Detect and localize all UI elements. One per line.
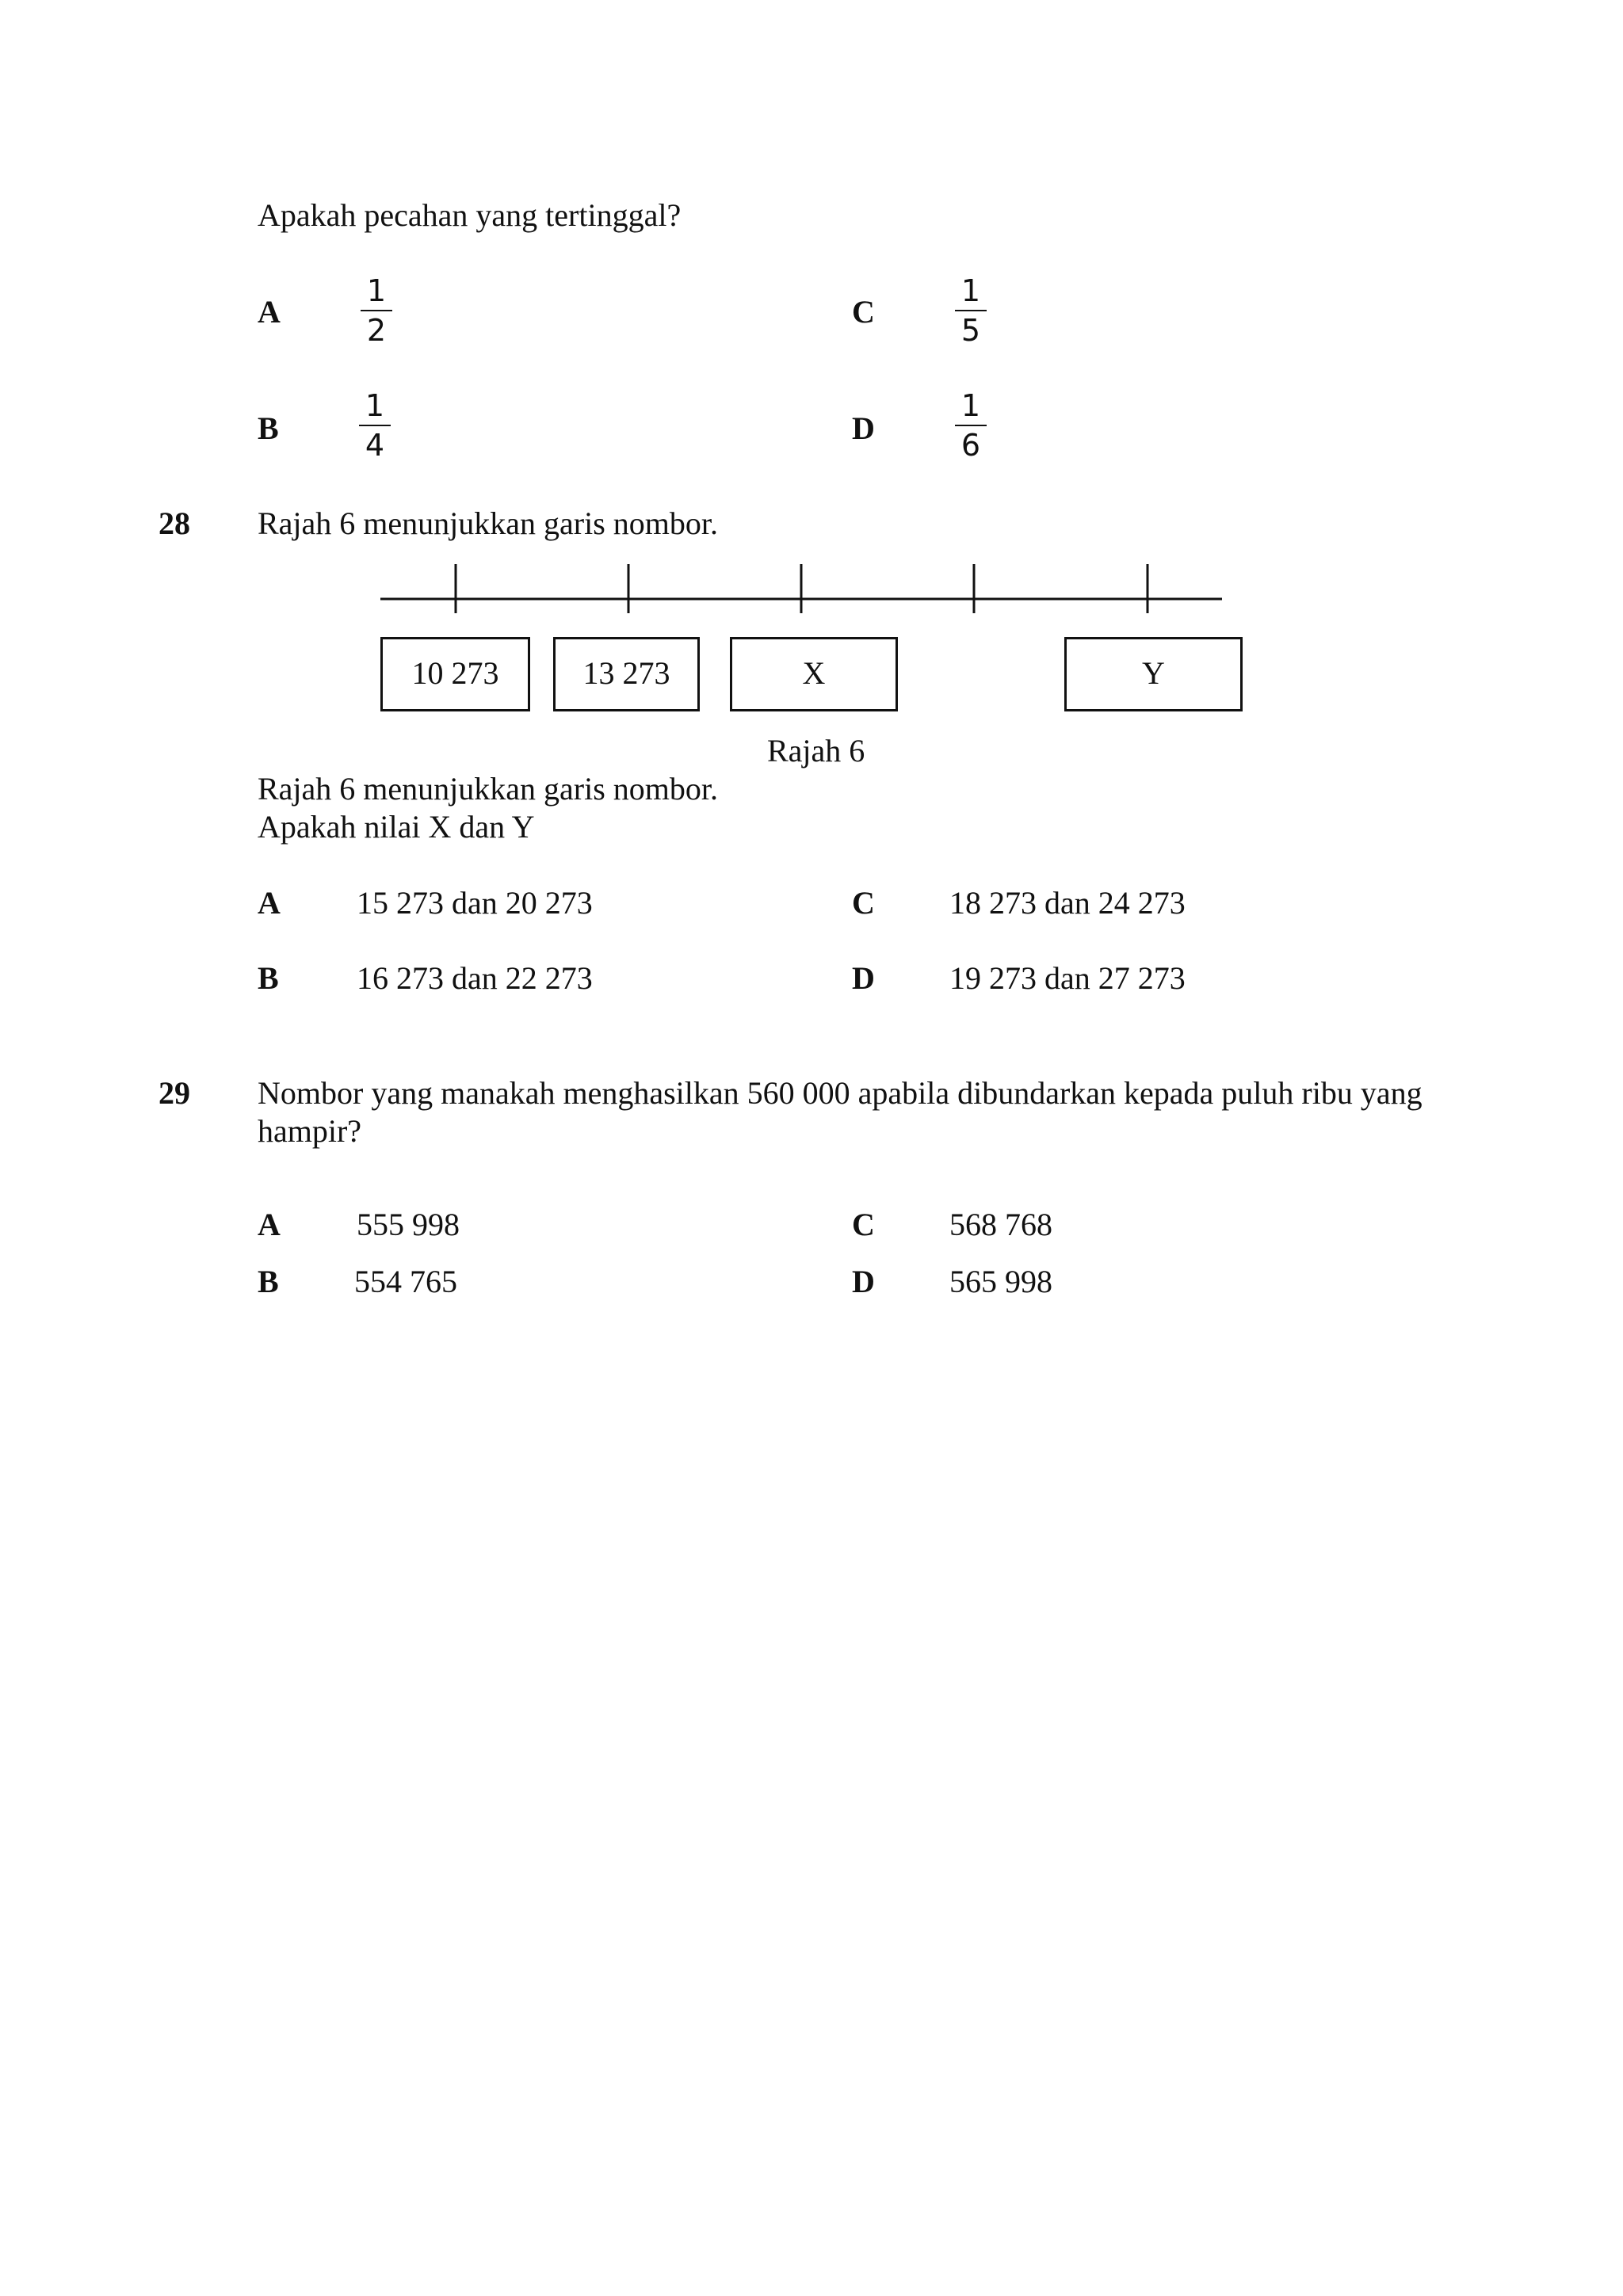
q27-option-c-letter: C bbox=[852, 294, 875, 330]
q29-question-line2: hampir? bbox=[258, 1113, 362, 1149]
fraction-denominator: 5 bbox=[960, 313, 981, 348]
q29-option-a-letter: A bbox=[258, 1207, 281, 1242]
q28-option-a-text: 15 273 dan 20 273 bbox=[357, 885, 593, 921]
q28-option-b-text: 16 273 dan 22 273 bbox=[357, 960, 593, 996]
figure-caption: Rajah 6 bbox=[767, 733, 865, 769]
fraction-numerator: 1 bbox=[960, 273, 981, 308]
q28-option-d-letter: D bbox=[852, 960, 875, 996]
q28-intro: Rajah 6 menunjukkan garis nombor. bbox=[258, 505, 719, 541]
q27-option-b-letter: B bbox=[258, 410, 279, 446]
fraction-numerator: 1 bbox=[960, 388, 981, 423]
fraction-denominator: 6 bbox=[960, 428, 981, 463]
q28-option-a-letter: A bbox=[258, 885, 281, 921]
q29-option-c-text: 568 768 bbox=[949, 1207, 1052, 1242]
number-line-box-y: Y bbox=[1064, 637, 1243, 711]
q28-question: Apakah nilai X dan Y bbox=[258, 809, 535, 845]
q29-option-a-text: 555 998 bbox=[357, 1207, 460, 1242]
q29-option-b-text: 554 765 bbox=[354, 1264, 457, 1299]
q28-option-c-text: 18 273 dan 24 273 bbox=[949, 885, 1186, 921]
q27-option-a-letter: A bbox=[258, 294, 281, 330]
q27-option-d-letter: D bbox=[852, 410, 875, 446]
q29-option-d-letter: D bbox=[852, 1264, 875, 1299]
fraction-numerator: 1 bbox=[365, 388, 385, 423]
q28-option-c-letter: C bbox=[852, 885, 875, 921]
q29-option-c-letter: C bbox=[852, 1207, 875, 1242]
q29-option-d-text: 565 998 bbox=[949, 1264, 1052, 1299]
number-line-box-x: X bbox=[730, 637, 898, 711]
q29-option-b-letter: B bbox=[258, 1264, 279, 1299]
q29-question-line1: Nombor yang manakah menghasilkan 560 000 apabila dibundarkan kepada puluh ribu yang bbox=[258, 1075, 1423, 1111]
q28-repeat: Rajah 6 menunjukkan garis nombor. bbox=[258, 771, 719, 807]
q29-number: 29 bbox=[158, 1075, 190, 1111]
fraction-numerator: 1 bbox=[366, 273, 387, 308]
q28-number: 28 bbox=[158, 505, 190, 541]
q27-question: Apakah pecahan yang tertinggal? bbox=[258, 197, 682, 233]
number-line-box-2: 13 273 bbox=[553, 637, 700, 711]
fraction-denominator: 2 bbox=[366, 313, 387, 348]
q28-option-d-text: 19 273 dan 27 273 bbox=[949, 960, 1186, 996]
fraction-denominator: 4 bbox=[365, 428, 385, 463]
q28-option-b-letter: B bbox=[258, 960, 279, 996]
number-line-box-1: 10 273 bbox=[380, 637, 530, 711]
